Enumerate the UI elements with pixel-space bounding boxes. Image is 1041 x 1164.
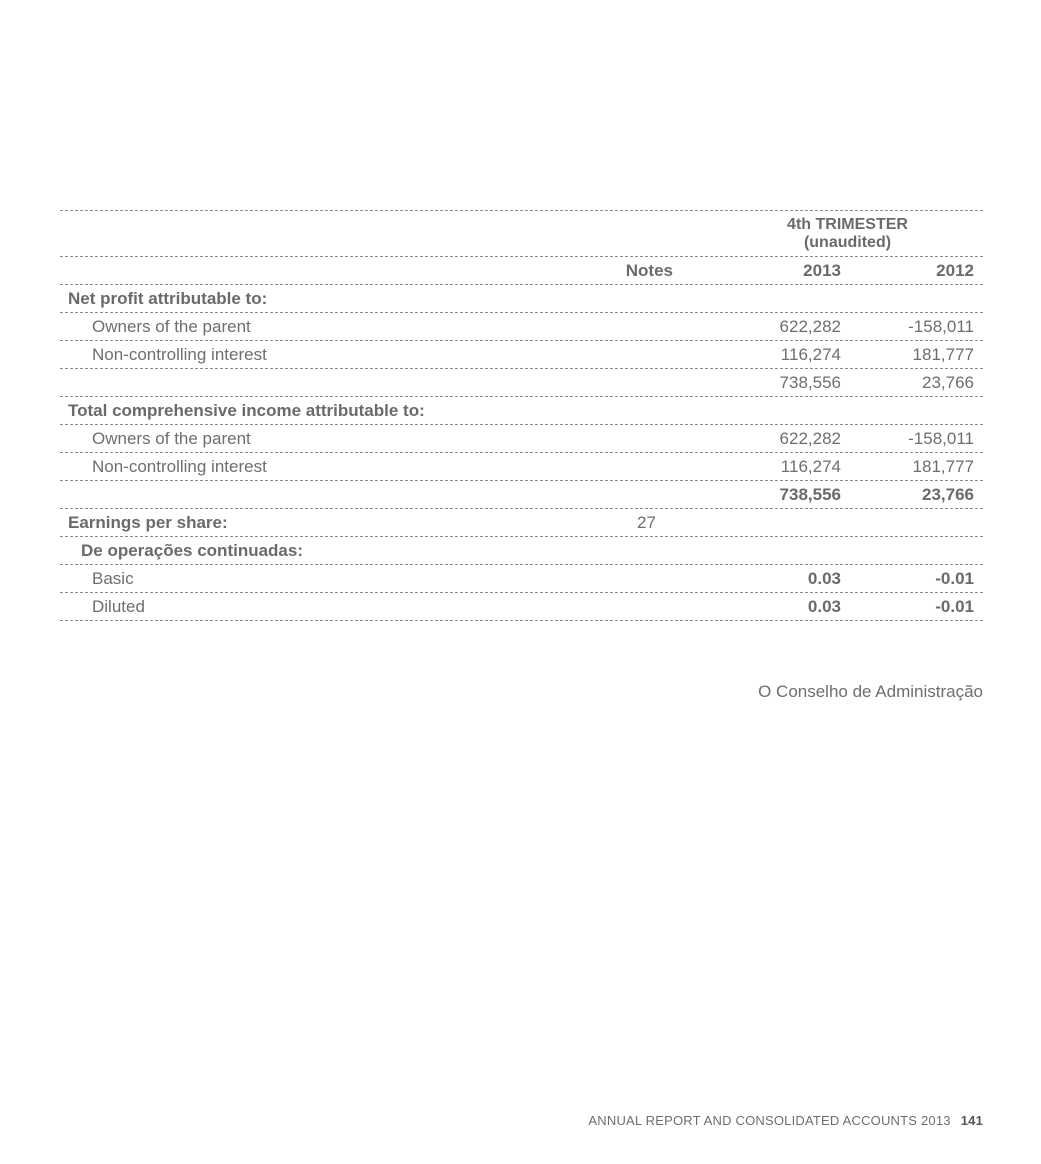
table-row — [60, 565, 983, 593]
table-row — [60, 509, 983, 537]
table-row — [60, 481, 983, 509]
table-row — [60, 313, 983, 341]
table-row — [60, 537, 983, 565]
subtotal-2013: 738,556 — [779, 373, 841, 392]
period-header-title: 4th TRIMESTER — [787, 216, 908, 233]
section-label: Net profit attributable to: — [68, 289, 268, 308]
row-label: Basic — [92, 569, 134, 588]
subtotal-2012: 23,766 — [922, 373, 974, 392]
table-row — [60, 341, 983, 369]
total-2013: 738,556 — [779, 485, 841, 504]
report-title: ANNUAL REPORT AND CONSOLIDATED ACCOUNTS 2013 — [588, 1113, 951, 1128]
table-row — [60, 593, 983, 621]
value-2013: 116,274 — [780, 457, 841, 476]
row-label: Owners of the parent — [92, 317, 251, 336]
value-2013: 622,282 — [779, 317, 841, 336]
board-signature: O Conselho de Administração — [758, 682, 983, 701]
income-table — [60, 210, 983, 621]
subsection-label: De operações continuadas: — [81, 541, 304, 560]
table-row — [60, 397, 983, 425]
row-label: Owners of the parent — [92, 429, 251, 448]
value-2013: 116,274 — [780, 345, 841, 364]
row-label: Non-controlling interest — [92, 345, 267, 364]
period-header — [750, 216, 945, 252]
table-row — [60, 425, 983, 453]
table-header-period — [60, 211, 983, 257]
value-2013: 0.03 — [807, 569, 841, 588]
section-label: Earnings per share: — [68, 513, 228, 532]
year-2013-header: 2013 — [803, 261, 841, 280]
period-header-subtitle: (unaudited) — [803, 234, 892, 251]
table-row — [60, 369, 983, 397]
page-number: 141 — [960, 1113, 983, 1128]
value-2012: -0.01 — [935, 569, 974, 588]
table-row — [60, 453, 983, 481]
row-label: Diluted — [92, 597, 145, 616]
value-2012: -0.01 — [935, 597, 974, 616]
value-2012: 181,777 — [912, 345, 974, 364]
table-row — [60, 285, 983, 313]
value-2012: -158,011 — [908, 317, 974, 336]
row-label: Non-controlling interest — [92, 457, 267, 476]
table-header-columns — [60, 257, 983, 285]
value-2012: -158,011 — [908, 429, 974, 448]
note-reference: 27 — [637, 513, 656, 532]
year-2012-header: 2012 — [936, 261, 974, 280]
value-2013: 0.03 — [807, 597, 841, 616]
section-label: Total comprehensive income attributable to: — [68, 401, 425, 420]
value-2013: 622,282 — [779, 429, 841, 448]
value-2012: 181,777 — [912, 457, 974, 476]
notes-column-header: Notes — [625, 261, 673, 280]
page-footer — [588, 1113, 983, 1128]
total-2012: 23,766 — [922, 485, 974, 504]
